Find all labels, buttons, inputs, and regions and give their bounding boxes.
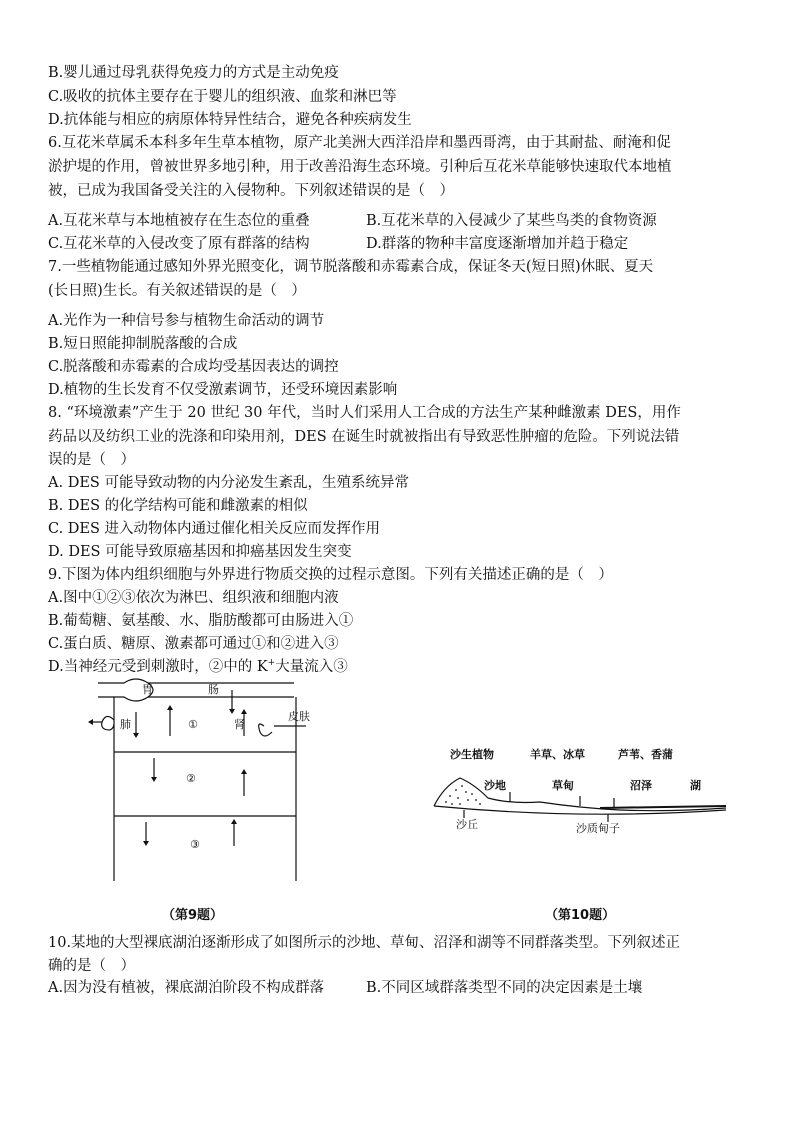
q6-option-b: B.互花米草的入侵减少了某些鸟类的食物资源 — [366, 213, 657, 229]
arrowhead-down-3 — [143, 841, 149, 846]
q6-stem-line-2: 淤护堤的作用，曾被世界多地引种，用于改善沿海生态环境。引种后互花米草能够快速取代本地植 — [48, 159, 672, 175]
q6-option-a: A.互花米草与本地植被存在生态位的重叠 — [48, 213, 310, 229]
q9-option-d-pre: D.当神经元受到刺激时，②中的 K — [48, 659, 268, 675]
label-zone-meadow: 草甸 — [552, 779, 574, 792]
q9-option-d-post: 大量流入③ — [275, 659, 348, 675]
label-zone-lake: 湖 — [690, 779, 701, 792]
label-zone-marsh: 沼泽 — [630, 779, 652, 792]
label-compartment-1: ① — [188, 718, 198, 731]
water-surface — [600, 806, 726, 808]
label-zone-sand: 沙地 — [484, 779, 506, 792]
q6-option-d: D.群落的物种丰富度逐渐增加并趋于稳定 — [366, 236, 629, 252]
figure-10-caption: （第10题） — [545, 908, 616, 923]
label-kidney: 肾 — [234, 718, 245, 731]
label-compartment-3: ③ — [190, 838, 200, 851]
arrowhead-up-3 — [231, 819, 237, 824]
q7-option-a: A.光作为一种信号参与植物生命活动的调节 — [48, 313, 325, 329]
q6-stem-line-3: 被，已成为我国备受关注的入侵物种。下列叙述错误的是（ ） — [48, 183, 454, 199]
q6-stem-line-1: 6.互花米草属禾本科多年生草本植物，原产北美洲大西洋沿岸和墨西哥湾，由于其耐盐、耐淹和促 — [48, 135, 671, 151]
label-skin: 皮肤 — [288, 710, 310, 723]
label-compartment-2: ② — [186, 772, 196, 785]
q9-option-d — [48, 656, 348, 678]
q6-option-c: C.互花米草的入侵改变了原有群落的结构 — [48, 236, 310, 252]
figure-9-caption: （第9题） — [162, 908, 224, 923]
figure-9-diagram — [84, 676, 324, 888]
q8-stem-line-2: 药品以及纺织工业的洗涤和印染用剂，DES 在诞生时就被指出有导致恶性肿瘤的危险。下列说法错 — [48, 429, 680, 445]
q10-stem-line-1: 10.某地的大型裸底湖泊逐渐形成了如图所示的沙地、草甸、沼泽和湖等不同群落类型。下列叙述正 — [48, 935, 681, 951]
figure-9-svg — [84, 676, 324, 888]
arrowhead-down-1 — [133, 733, 139, 738]
label-plants-3: 芦苇、香蒲 — [618, 748, 673, 761]
arrowhead-up-2 — [241, 769, 247, 774]
q9-option-c: C.蛋白质、糖原、激素都可通过①和②进入③ — [48, 636, 339, 652]
q7-option-c: C.脱落酸和赤霉素的合成均受基因表达的调控 — [48, 359, 339, 375]
arrowhead-down-2 — [151, 777, 157, 782]
q8-option-d: D. DES 可能导致原癌基因和抑癌基因发生突变 — [48, 544, 352, 560]
q7-option-b: B.短日照能抑制脱落酸的合成 — [48, 336, 238, 352]
label-dune: 沙丘 — [456, 818, 478, 831]
q5-option-b: B.婴儿通过母乳获得免疫力的方式是主动免疫 — [48, 65, 339, 81]
figure-10-diagram — [430, 744, 740, 840]
q10-option-b: B.不同区域群落类型不同的决定因素是土壤 — [366, 980, 643, 996]
lung-shape — [102, 716, 114, 730]
q10-option-a: A.因为没有植被，裸底湖泊阶段不构成群落 — [48, 980, 325, 996]
q8-option-a: A. DES 可能导致动物的内分泌发生紊乱，生殖系统异常 — [48, 475, 409, 491]
q7-option-d: D.植物的生长发育不仅受激素调节，还受环境因素影响 — [48, 382, 398, 398]
q7-stem-line-2: (长日照)生长。有关叙述错误的是（ ） — [48, 283, 306, 299]
label-intestine: 肠 — [208, 683, 219, 696]
arrowhead-gut-down — [229, 709, 235, 714]
figure-10-svg — [430, 744, 740, 840]
q10-stem-line-2: 确的是（ ） — [48, 958, 135, 974]
label-sandy-meadow: 沙质甸子 — [576, 822, 620, 835]
q5-option-d: D.抗体能与相应的病原体特异性结合，避免各种疾病发生 — [48, 112, 412, 128]
arrowhead-up-1 — [241, 709, 247, 714]
q8-stem-line-3: 误的是（ ） — [48, 452, 135, 468]
q8-option-b: B. DES 的化学结构可能和雌激素的相似 — [48, 498, 308, 514]
k-ion-superscript: + — [267, 658, 276, 669]
q5-option-c: C.吸收的抗体主要存在于婴儿的组织液、血浆和淋巴等 — [48, 89, 397, 105]
kidney-shape — [259, 724, 272, 736]
q9-option-b: B.葡萄糖、氨基酸、水、脂肪酸都可由肠进入① — [48, 613, 354, 629]
label-plants-1: 沙生植物 — [450, 748, 494, 761]
q8-option-c: C. DES 进入动物体内通过催化相关反应而发挥作用 — [48, 521, 381, 537]
q7-stem-line-1: 7.一些植物能通过感知外界光照变化，调节脱落酸和赤霉素合成，保证冬天(短日照)休眠、夏天 — [48, 259, 654, 275]
arrowhead-up-gut — [167, 705, 173, 710]
q8-stem-line-1: 8. “环境激素”产生于 20 世纪 30 年代，当时人们采用人工合成的方法生产某种雌激素 DES，用作 — [48, 405, 681, 421]
label-stomach: 胃 — [142, 683, 153, 696]
label-plants-2: 羊草、冰草 — [530, 748, 585, 761]
q9-stem: 9.下图为体内组织细胞与外界进行物质交换的过程示意图。下列有关描述正确的是（ ） — [48, 567, 613, 583]
label-lung: 肺 — [120, 718, 131, 731]
q9-option-a: A.图中①②③依次为淋巴、组织液和细胞内液 — [48, 590, 339, 606]
dune-stipple — [445, 785, 481, 805]
arrowhead-lung — [88, 719, 93, 725]
